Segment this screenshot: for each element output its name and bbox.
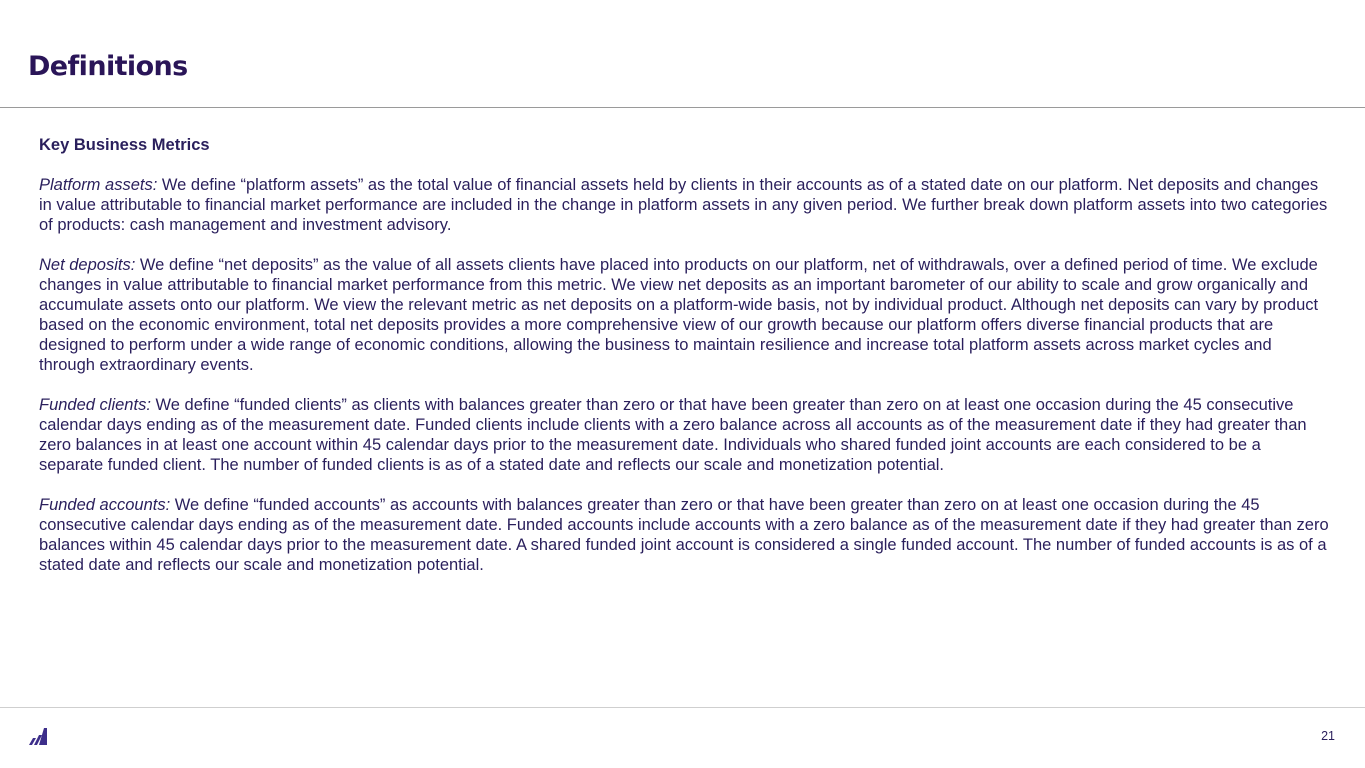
definition-text: We define “funded accounts” as accounts with balances greater than zero or that have been greater than zero on at least one occasion during the 45 consecutive calendar days ending as of the measurement date. Funded accounts include accounts with a zero balance as of the measurement date if they had greater than zero balances within 45 calendar days prior to the measurement date. A shared funded joint account is considered a single funded account. The number of funded accounts is as of a stated date and reflects our scale and monetization potential. — [39, 496, 1329, 574]
page-number: 21 — [1321, 729, 1335, 743]
definition-text: We define “net deposits” as the value of all assets clients have placed into products on our platform, net of withdrawals, over a defined period of time. We exclude changes in value attributable to financial market performance from this metric. We view net deposits as an important barometer of our ability to scale and grow organically and accumulate assets onto our platform. We view the relevant metric as net deposits on a platform-wide basis, not by individual product. Although net deposits can vary by product based on the economic environment, total net deposits provides a more comprehensive view of our growth because our platform offers diverse financial products that are designed to perform under a wide range of economic conditions, allowing the business to maintain resilience and increase total platform assets across market cycles and through extraordinary events. — [39, 256, 1319, 374]
definition-text: We define “funded clients” as clients with balances greater than zero or that have been greater than zero on at least one occasion during the 45 consecutive calendar days ending as of the measurement date. Funded clients include clients with a zero balance across all accounts as of the measurement date if they had greater than zero balances in at least one account within 45 calendar days prior to the measurement date. Individuals who shared funded joint accounts are each considered to be a separate funded client. The number of funded clients is as of a stated date and reflects our scale and monetization potential. — [39, 396, 1307, 474]
definition-term: Funded clients: — [39, 396, 151, 414]
definition-term: Platform assets: — [39, 176, 158, 194]
definition-net-deposits — [39, 255, 1329, 375]
footer-divider — [0, 707, 1365, 708]
definition-platform-assets — [39, 175, 1329, 235]
page-title: Definitions — [28, 51, 188, 82]
definition-funded-clients — [39, 395, 1329, 475]
header-divider — [0, 107, 1365, 108]
wealthfront-logo-icon — [28, 727, 48, 747]
definition-term: Net deposits: — [39, 256, 136, 274]
definition-funded-accounts — [39, 495, 1329, 575]
definition-term: Funded accounts: — [39, 496, 171, 514]
definitions-content — [39, 135, 1329, 595]
definition-text: We define “platform assets” as the total value of financial assets held by clients in their accounts as of a stated date on our platform. Net deposits and changes in value attributable to financial market performance are included in the change in platform assets in any given period. We further break down platform assets into two categories of products: cash management and investment advisory. — [39, 176, 1328, 234]
section-heading: Key Business Metrics — [39, 136, 210, 154]
